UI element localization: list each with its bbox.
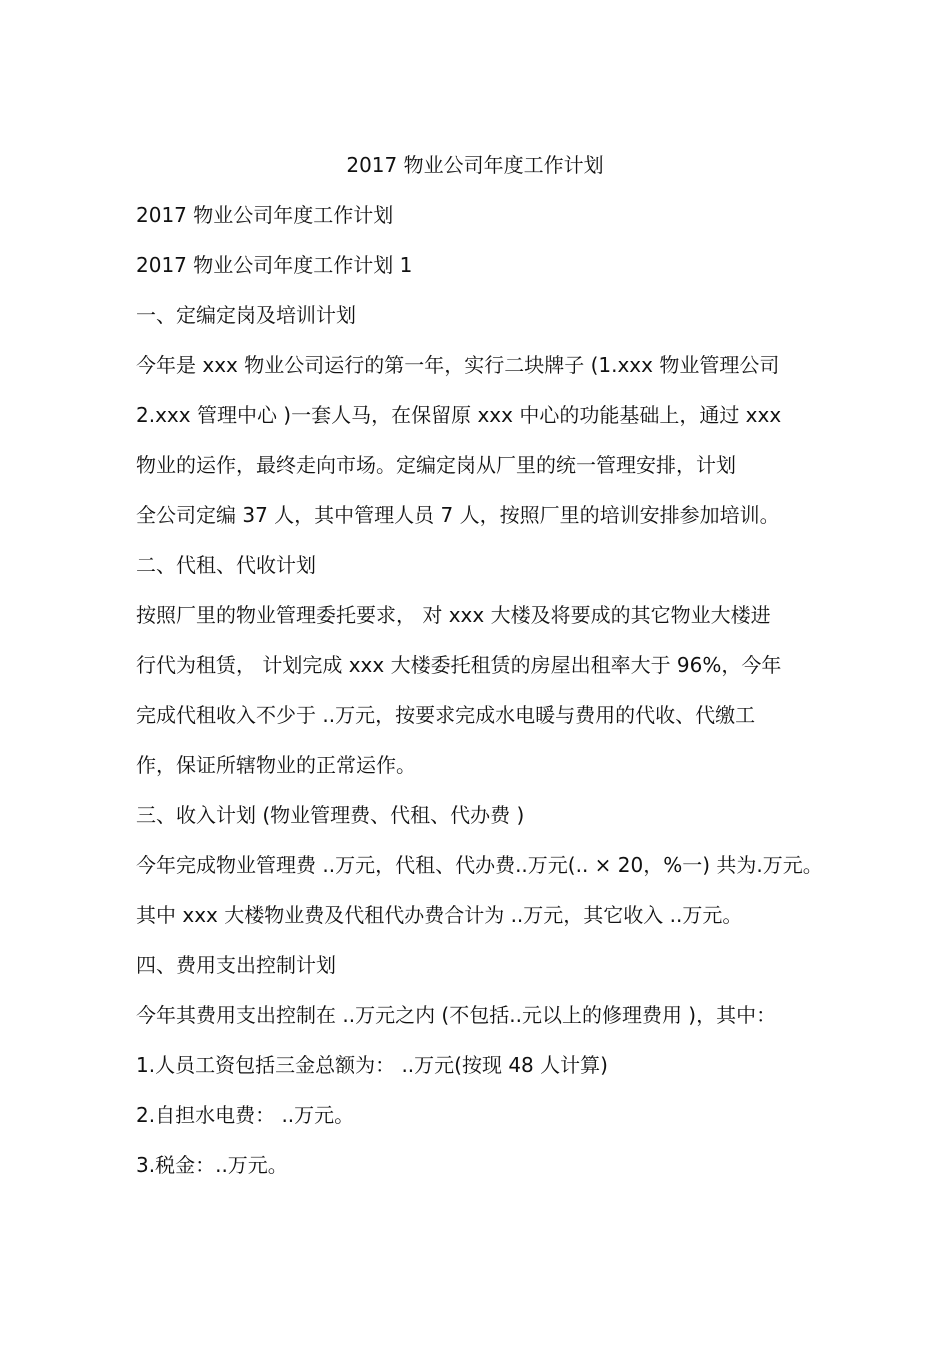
text-line: 行代为租赁， 计划完成 xxx 大楼委托租赁的房屋出租率大于 96%，今年: [136, 653, 782, 677]
section-heading: 四、费用支出控制计划: [136, 953, 336, 977]
text-line: 其中 xxx 大楼物业费及代租代办费合计为 ..万元，其它收入 ..万元。: [136, 903, 743, 927]
text-line: 作，保证所辖物业的正常运作。: [136, 753, 416, 777]
text-line: 全公司定编 37 人，其中管理人员 7 人，按照厂里的培训安排参加培训。: [136, 503, 780, 527]
text-line: 物业的运作，最终走向市场。定编定岗从厂里的统一管理安排，计划: [136, 453, 736, 477]
section-heading: 二、代租、代收计划: [136, 553, 316, 577]
text-line: 2017 物业公司年度工作计划 1: [136, 253, 413, 277]
text-line: 按照厂里的物业管理委托要求， 对 xxx 大楼及将要成的其它物业大楼进: [136, 603, 771, 627]
section-heading: 三、收入计划 (物业管理费、代租、代办费 ): [136, 803, 525, 827]
document-title: 2017 物业公司年度工作计划: [346, 153, 604, 177]
section-heading: 一、定编定岗及培训计划: [136, 303, 356, 327]
list-item: 2.自担水电费： ..万元。: [136, 1103, 355, 1127]
text-line: 今年其费用支出控制在 ..万元之内 (不包括..元以上的修理费用 )，其中：: [136, 1003, 777, 1027]
text-line: 今年完成物业管理费 ..万元，代租、代办费..万元(.. × 20，%一) 共为.万元。: [136, 853, 823, 877]
list-item: 3.税金：..万元。: [136, 1153, 288, 1177]
text-line: 完成代租收入不少于 ..万元，按要求完成水电暖与费用的代收、代缴工: [136, 703, 756, 727]
list-item: 1.人员工资包括三金总额为： ..万元(按现 48 人计算): [136, 1053, 608, 1077]
document-body: [136, 201, 936, 1201]
text-line: 2017 物业公司年度工作计划: [136, 203, 394, 227]
text-line: 2.xxx 管理中心 )一套人马，在保留原 xxx 中心的功能基础上，通过 xxx: [136, 403, 782, 427]
text-line: 今年是 xxx 物业公司运行的第一年，实行二块牌子 (1.xxx 物业管理公司: [136, 353, 780, 377]
